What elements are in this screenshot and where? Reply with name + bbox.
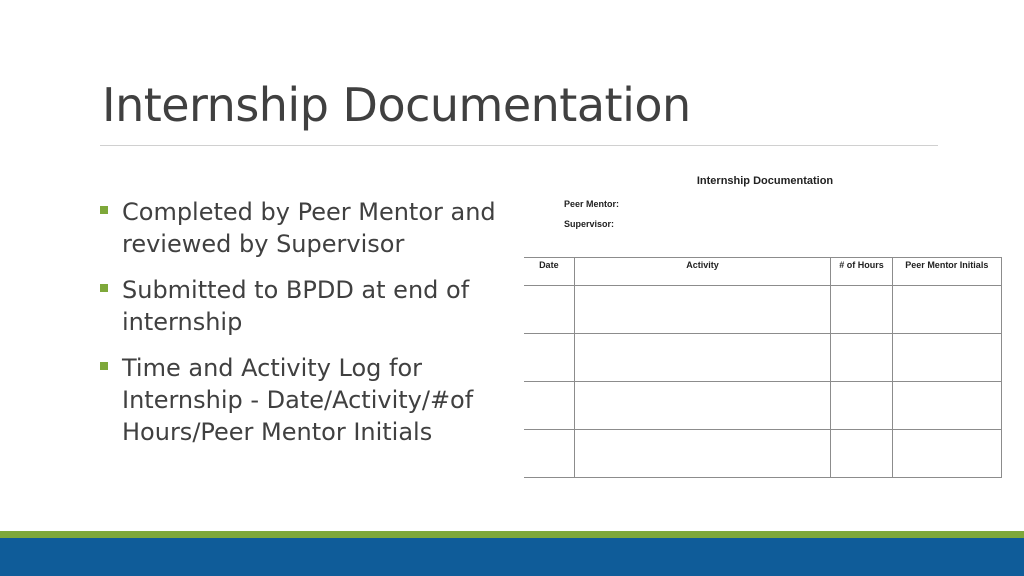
table-cell — [892, 382, 1001, 430]
table-row — [524, 286, 1002, 334]
table-cell — [574, 430, 831, 478]
table-cell — [574, 334, 831, 382]
table-row — [524, 334, 1002, 382]
table-cell — [524, 382, 574, 430]
table-cell — [892, 286, 1001, 334]
supervisor-label: Supervisor: — [564, 219, 615, 229]
bullet-item — [98, 196, 518, 260]
documentation-form-image — [524, 168, 1002, 478]
table-cell — [524, 430, 574, 478]
bullet-item — [98, 274, 518, 338]
column-header-activity: Activity — [574, 258, 831, 286]
column-header-initials: Peer Mentor Initials — [892, 258, 1001, 286]
column-header-date: Date — [524, 258, 574, 286]
slide-title: Internship Documentation — [102, 78, 691, 132]
bullet-text: Completed by Peer Mentor and reviewed by Supervisor — [122, 198, 496, 258]
title-divider — [100, 145, 938, 146]
table-header-row — [524, 258, 1002, 286]
table-cell — [831, 286, 892, 334]
peer-mentor-label: Peer Mentor: — [564, 199, 620, 209]
bullet-text: Submitted to BPDD at end of internship — [122, 276, 470, 336]
square-bullet-icon — [100, 206, 108, 214]
table-cell — [831, 430, 892, 478]
table-cell — [524, 286, 574, 334]
bullet-text: Time and Activity Log for Internship - Date/Activity/#of Hours/Peer Mentor Initials — [122, 354, 474, 446]
table-cell — [831, 382, 892, 430]
activity-log-table — [524, 257, 1002, 478]
bullet-item — [98, 352, 518, 448]
table-cell — [574, 382, 831, 430]
table-cell — [831, 334, 892, 382]
footer-blue-band — [0, 538, 1024, 576]
table-cell — [574, 286, 831, 334]
column-header-hours: # of Hours — [831, 258, 892, 286]
table-cell — [892, 430, 1001, 478]
table-row — [524, 382, 1002, 430]
square-bullet-icon — [100, 284, 108, 292]
form-title: Internship Documentation — [696, 175, 834, 187]
footer-green-stripe — [0, 531, 1024, 538]
table-cell — [524, 334, 574, 382]
square-bullet-icon — [100, 362, 108, 370]
table-row — [524, 430, 1002, 478]
bullet-list — [98, 196, 518, 462]
table-cell — [892, 334, 1001, 382]
